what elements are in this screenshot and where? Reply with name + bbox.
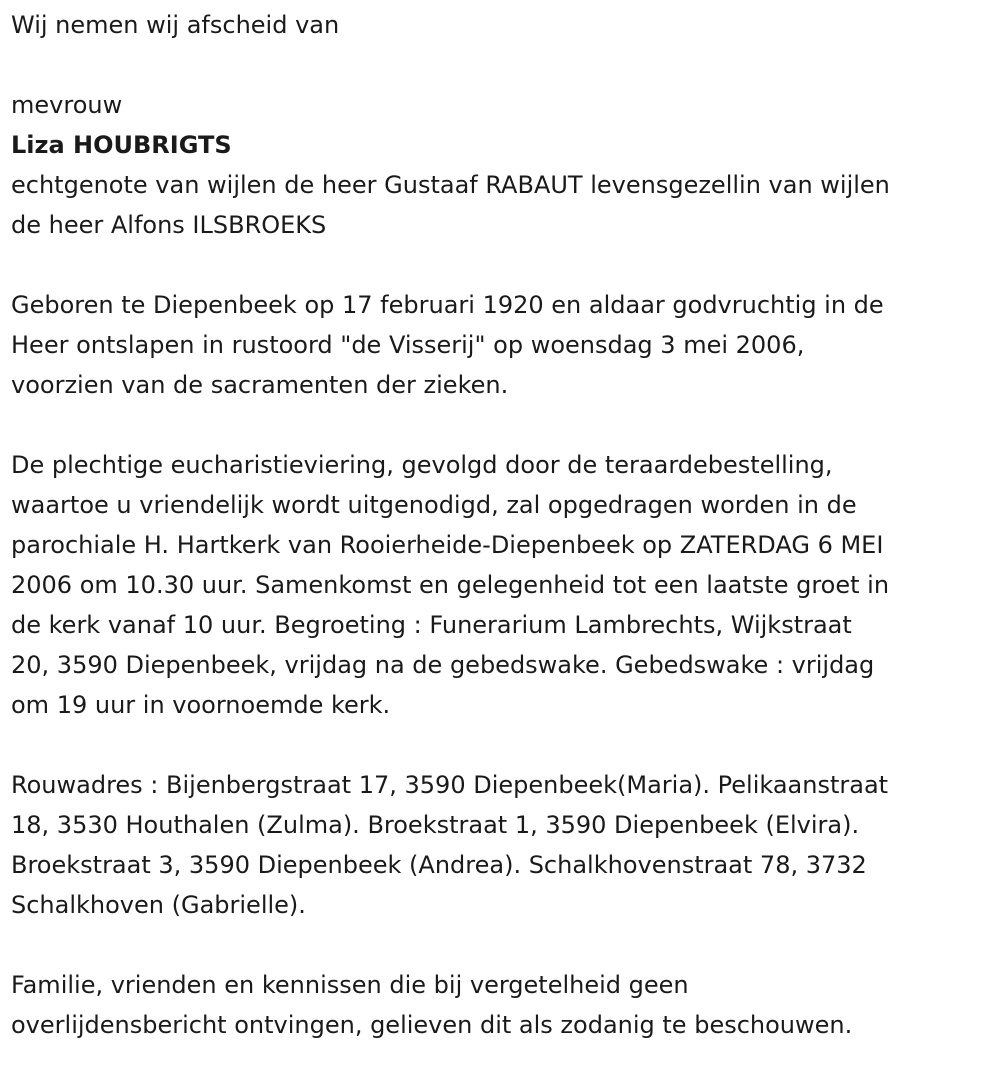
salutation: mevrouw: [11, 91, 123, 119]
obituary-notice: [11, 5, 991, 1045]
ceremony-line: om 19 uur in voornoemde kerk.: [11, 691, 391, 719]
ceremony-line: parochiale H. Hartkerk van Rooierheide-Diepenbeek op ZATERDAG 6 MEI: [11, 531, 884, 559]
spouse-line: echtgenote van wijlen de heer Gustaaf RABAUT levensgezellin van wijlen: [11, 171, 890, 199]
address-line: Rouwadres : Bijenbergstraat 17, 3590 Diepenbeek(Maria). Pelikaanstraat: [11, 771, 889, 799]
address-paragraph: [11, 765, 991, 925]
ceremony-line: waartoe u vriendelijk wordt uitgenodigd, zal opgedragen worden in de: [11, 491, 857, 519]
deceased-name: Liza HOUBRIGTS: [11, 131, 232, 159]
spacer: [11, 245, 991, 285]
address-line: Broekstraat 3, 3590 Diepenbeek (Andrea). Schalkhovenstraat 78, 3732: [11, 851, 867, 879]
spouse-line: de heer Alfons ILSBROEKS: [11, 211, 327, 239]
spacer: [11, 405, 991, 445]
address-line: Schalkhoven (Gabrielle).: [11, 891, 306, 919]
ceremony-line: De plechtige eucharistieviering, gevolgd door de teraardebestelling,: [11, 451, 833, 479]
ceremony-line: 20, 3590 Diepenbeek, vrijdag na de gebedswake. Gebedswake : vrijdag: [11, 651, 875, 679]
spouse-paragraph: [11, 165, 991, 245]
ceremony-line: 2006 om 10.30 uur. Samenkomst en gelegenheid tot een laatste groet in: [11, 571, 890, 599]
spacer: [11, 925, 991, 965]
ceremony-paragraph: [11, 445, 991, 725]
birth-line: Geboren te Diepenbeek op 17 februari 1920 en aldaar godvruchtig in de: [11, 291, 884, 319]
spacer: [11, 725, 991, 765]
closing-line: Familie, vrienden en kennissen die bij vergetelheid geen: [11, 971, 689, 999]
birth-line: voorzien van de sacramenten der zieken.: [11, 371, 509, 399]
intro-text: Wij nemen wij afscheid van: [11, 11, 340, 39]
ceremony-line: de kerk vanaf 10 uur. Begroeting : Funerarium Lambrechts, Wijkstraat: [11, 611, 852, 639]
address-line: 18, 3530 Houthalen (Zulma). Broekstraat 1, 3590 Diepenbeek (Elvira).: [11, 811, 860, 839]
spacer: [11, 45, 991, 85]
birth-paragraph: [11, 285, 991, 405]
closing-line: overlijdensbericht ontvingen, gelieven dit als zodanig te beschouwen.: [11, 1011, 853, 1039]
birth-line: Heer ontslapen in rustoord "de Visserij" op woensdag 3 mei 2006,: [11, 331, 805, 359]
closing-paragraph: [11, 965, 991, 1045]
